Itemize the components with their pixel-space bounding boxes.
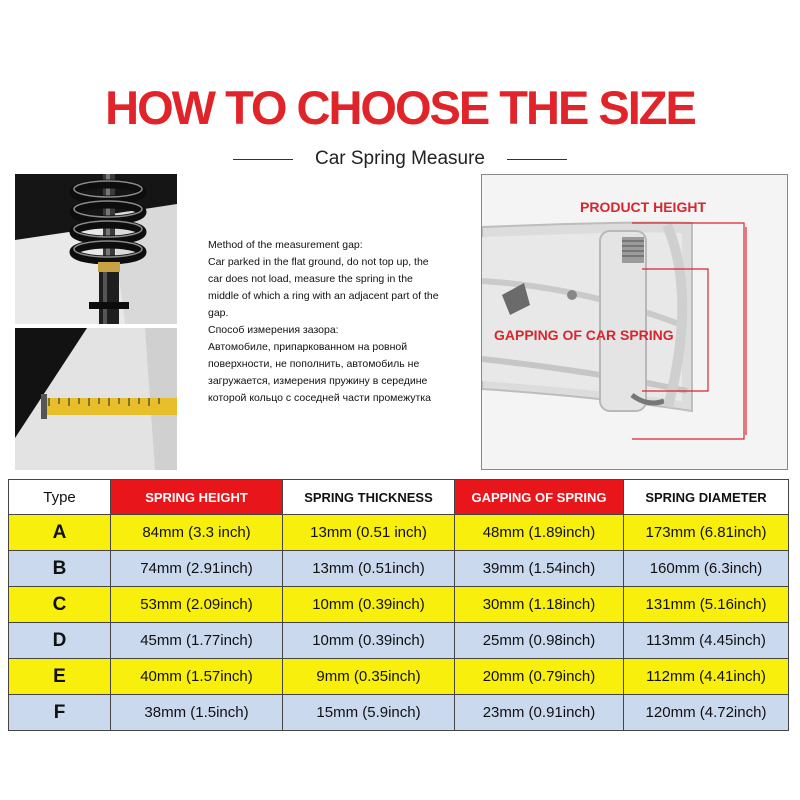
tape-measure-photo: [15, 328, 177, 470]
cell-type: A: [9, 515, 111, 551]
cell-spring-diameter: 173mm (6.81inch): [624, 515, 789, 551]
cell-type: F: [9, 695, 111, 731]
table-row: [9, 695, 789, 731]
cell-type: D: [9, 623, 111, 659]
size-table: [8, 479, 789, 731]
desc-en-line: Car parked in the flat ground, do not top up, the: [208, 256, 429, 268]
cell-spring-thickness: 13mm (0.51inch): [283, 551, 455, 587]
page-title: HOW TO CHOOSE THE SIZE: [105, 81, 695, 134]
cell-spring-diameter: 131mm (5.16inch): [624, 587, 789, 623]
cell-spring-diameter: 113mm (4.45inch): [624, 623, 789, 659]
cell-spring-height: 40mm (1.57inch): [111, 659, 283, 695]
table-row: [9, 515, 789, 551]
header-spring-diameter: SPRING DIAMETER: [624, 480, 789, 515]
table-row: [9, 659, 789, 695]
spacer-diagram: [481, 174, 788, 470]
header-gapping-of-spring: GAPPING OF SPRING: [455, 480, 624, 515]
cell-type: C: [9, 587, 111, 623]
cell-spring-height: 84mm (3.3 inch): [111, 515, 283, 551]
shock-absorber-photo: [15, 174, 177, 324]
cell-spring-thickness: 9mm (0.35inch): [283, 659, 455, 695]
desc-ru-line: Способ измерения зазора:: [208, 324, 339, 336]
table-row: [9, 587, 789, 623]
cell-gapping: 30mm (1.18inch): [455, 587, 624, 623]
cell-spring-diameter: 112mm (4.41inch): [624, 659, 789, 695]
cell-gapping: 23mm (0.91inch): [455, 695, 624, 731]
table-row: [9, 623, 789, 659]
desc-ru-line: Автомобиле, припаркованном на ровной: [208, 341, 408, 353]
cell-spring-height: 74mm (2.91inch): [111, 551, 283, 587]
desc-ru-line: поверхности, не пополнить, автомобиль не: [208, 358, 420, 370]
cell-gapping: 25mm (0.98inch): [455, 623, 624, 659]
cell-gapping: 48mm (1.89inch): [455, 515, 624, 551]
table-row: [9, 551, 789, 587]
cell-type: E: [9, 659, 111, 695]
desc-en-line: gap.: [208, 307, 229, 319]
cell-spring-thickness: 13mm (0.51 inch): [283, 515, 455, 551]
cell-spring-height: 53mm (2.09inch): [111, 587, 283, 623]
cell-spring-thickness: 15mm (5.9inch): [283, 695, 455, 731]
desc-en-line: middle of which a ring with an adjacent part of the: [208, 290, 439, 302]
header-type: Type: [9, 480, 111, 515]
product-height-label: PRODUCT HEIGHT: [580, 199, 706, 215]
cell-spring-diameter: 160mm (6.3inch): [624, 551, 789, 587]
desc-en-line: Method of the measurement gap:: [208, 239, 363, 251]
cell-gapping: 20mm (0.79inch): [455, 659, 624, 695]
desc-en-line: car does not load, measure the spring in the: [208, 273, 413, 285]
header-spring-height: SPRING HEIGHT: [111, 480, 283, 515]
subtitle: Car Spring Measure: [314, 148, 486, 169]
desc-ru-line: которой кольцо с соседней части промежутка: [208, 392, 431, 404]
cell-type: B: [9, 551, 111, 587]
cell-spring-height: 38mm (1.5inch): [111, 695, 283, 731]
subtitle-row: [0, 146, 800, 172]
gapping-label: GAPPING OF CAR SPRING: [494, 327, 674, 343]
cell-spring-thickness: 10mm (0.39inch): [283, 623, 455, 659]
cell-spring-height: 45mm (1.77inch): [111, 623, 283, 659]
cell-spring-diameter: 120mm (4.72inch): [624, 695, 789, 731]
subtitle-rule-right: [507, 159, 567, 160]
desc-ru-line: загружается, измерения пружину в середине: [208, 375, 428, 387]
cell-spring-thickness: 10mm (0.39inch): [283, 587, 455, 623]
measurement-description: [208, 237, 478, 407]
cell-gapping: 39mm (1.54inch): [455, 551, 624, 587]
header-spring-thickness: SPRING THICKNESS: [283, 480, 455, 515]
table-header-row: [9, 480, 789, 515]
